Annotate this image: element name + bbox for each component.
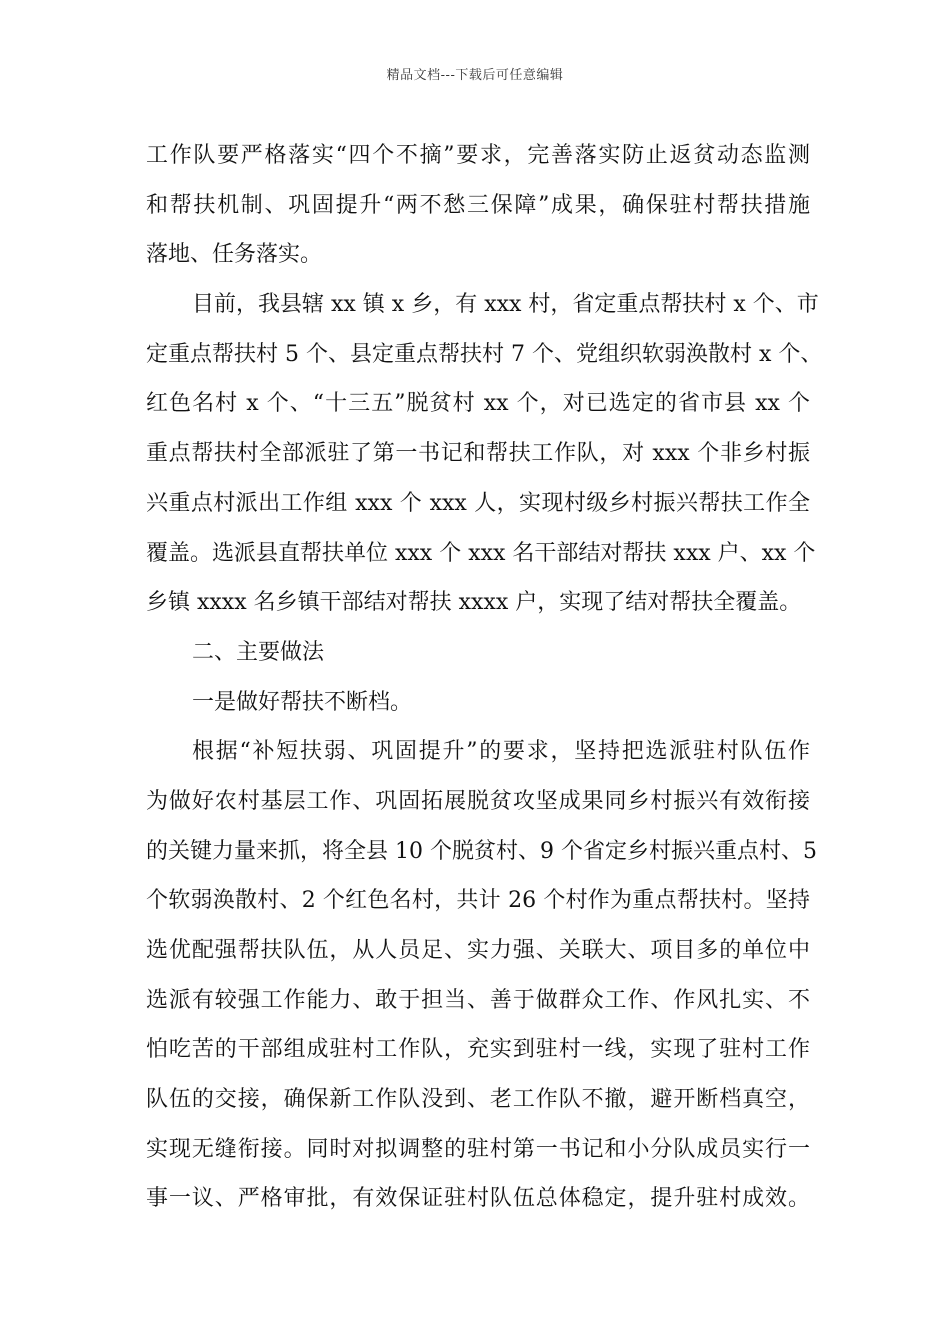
body-line: 红色名村 x 个、“十三五”脱贫村 xx 个，对已选定的省市县 xx 个 (146, 391, 810, 417)
body-line: 个软弱涣散村、2 个红色名村，共计 26 个村作为重点帮扶村。坚持 (146, 888, 810, 914)
body-line: 落地、任务落实。 (146, 242, 323, 268)
body-line: 为做好农村基层工作、巩固拓展脱贫攻坚成果同乡村振兴有效衔接 (146, 788, 810, 814)
body-line: 乡镇 xxxx 名乡镇干部结对帮扶 xxxx 户，实现了结对帮扶全覆盖。 (146, 590, 802, 616)
page-header: 精品文档---下载后可任意编辑 (386, 68, 564, 83)
body-line: 和帮扶机制、巩固提升“两不愁三保障”成果，确保驻村帮扶措施 (146, 192, 810, 218)
body-line: 工作队要严格落实“四个不摘”要求，完善落实防止返贫动态监测 (146, 143, 810, 168)
paragraph-start-line: 目前，我县辖 xx 镇 x 乡，有 xxx 村，省定重点帮扶村 x 个、市 (192, 292, 819, 318)
body-line: 兴重点村派出工作组 xxx 个 xxx 人，实现村级乡村振兴帮扶工作全 (146, 490, 810, 516)
document-body (146, 131, 823, 1224)
body-line: 选派有较强工作能力、敢于担当、善于做群众工作、作风扎实、不 (146, 987, 810, 1013)
body-line: 事一议、严格审批，有效保证驻村队伍总体稳定，提升驻村成效。 (146, 1186, 810, 1212)
paragraph-start-line: 根据“补短扶弱、巩固提升”的要求，坚持把选派驻村队伍作 (192, 739, 810, 765)
section-heading: 二、主要做法 (192, 639, 325, 665)
body-line: 怕吃苦的干部组成驻村工作队，充实到驻村一线，实现了驻村工作 (146, 1037, 810, 1063)
body-line: 定重点帮扶村 5 个、县定重点帮扶村 7 个、党组织软弱涣散村 x 个、 (146, 341, 823, 367)
body-line: 选优配强帮扶队伍，从人员足、实力强、关联大、项目多的单位中 (146, 938, 810, 963)
body-line: 实现无缝衔接。同时对拟调整的驻村第一书记和小分队成员实行一 (146, 1136, 810, 1162)
body-line: 覆盖。选派县直帮扶单位 xxx 个 xxx 名干部结对帮扶 xxx 户、xx 个 (146, 540, 816, 566)
body-line: 重点帮扶村全部派驻了第一书记和帮扶工作队，对 xxx 个非乡村振 (146, 441, 810, 467)
body-line: 的关键力量来抓，将全县 10 个脱贫村、9 个省定乡村振兴重点村、5 (146, 838, 817, 864)
subsection-heading: 一是做好帮扶不断档。 (192, 689, 413, 715)
body-line: 队伍的交接，确保新工作队没到、老工作队不撤，避开断档真空， (146, 1087, 810, 1113)
